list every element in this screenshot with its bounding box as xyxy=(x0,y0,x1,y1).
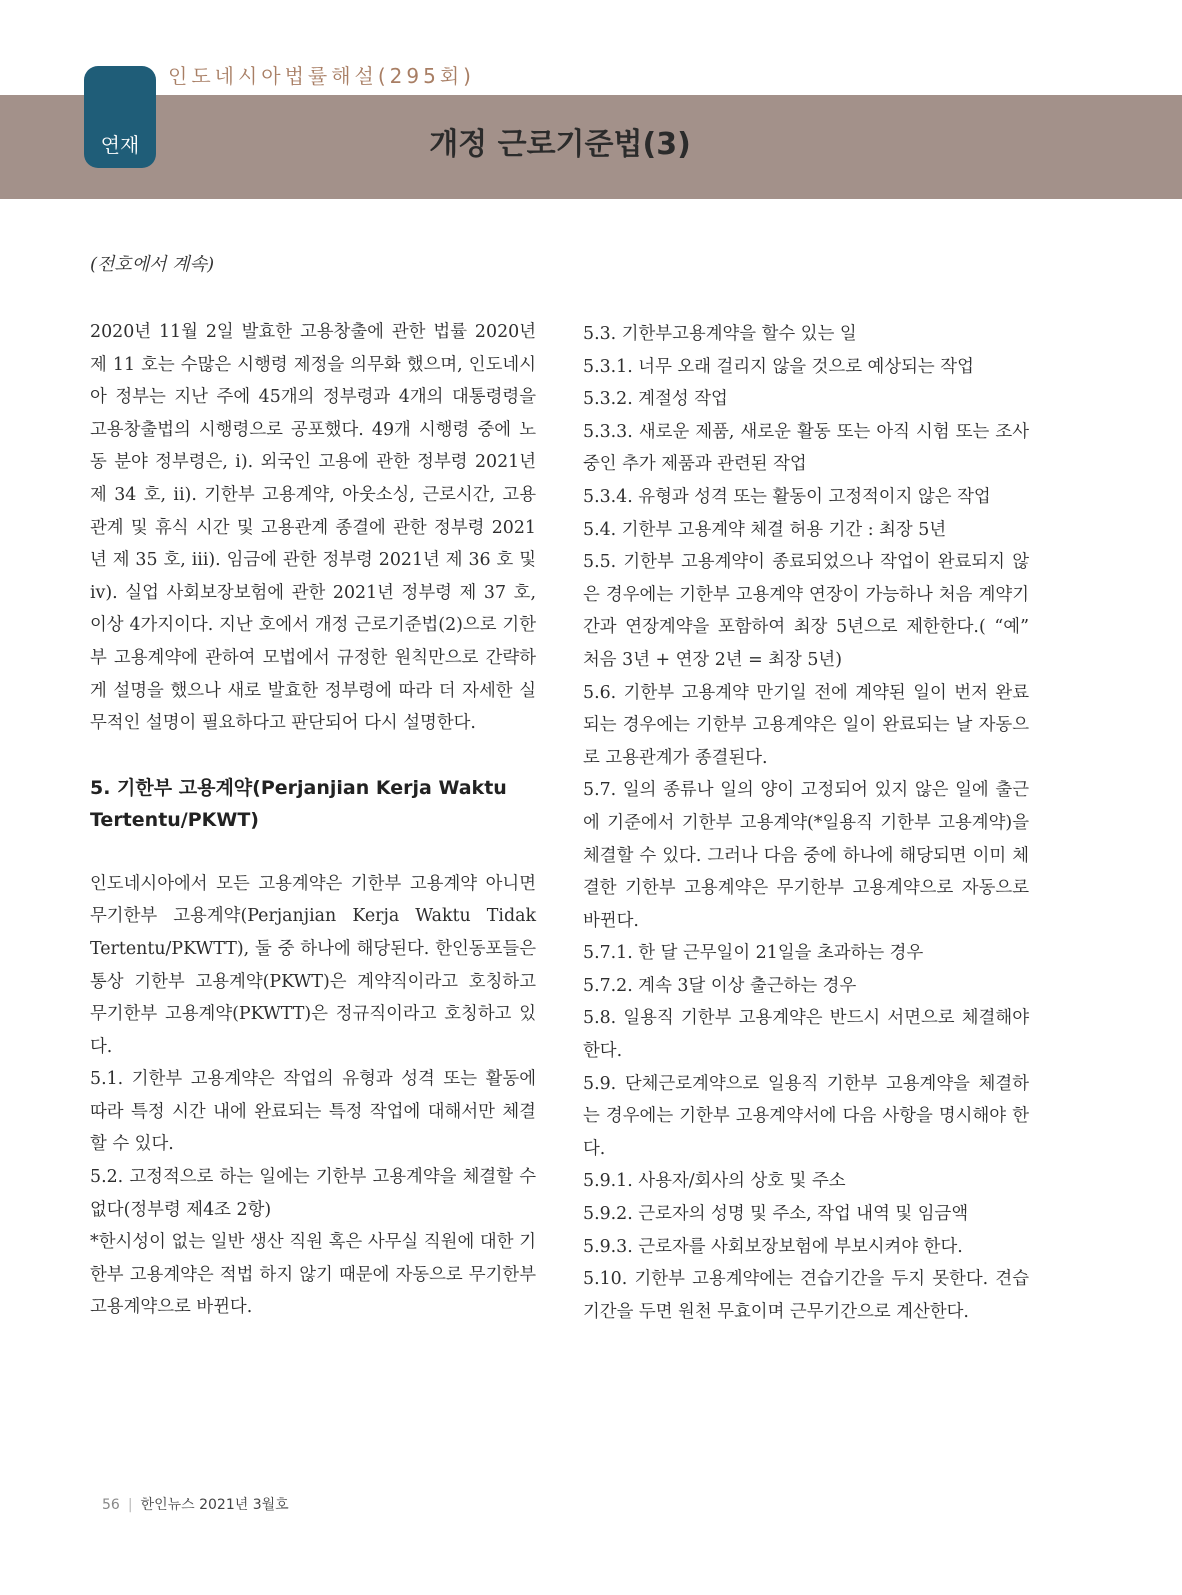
section-heading: 5. 기한부 고용계약(Perjanjian Kerja Waktu Tertentu/PKWT) xyxy=(90,776,507,831)
series-tag-label: 연재 xyxy=(100,133,140,157)
list-item: 5.5. 기한부 고용계약이 종료되었으나 작업이 완료되지 않은 경우에는 기한부 고용계약 연장이 가능하나 처음 계약기간과 연장계약을 포함하여 최장 5년으로 제한한다.( “예” 처음 3년 + 연장 2년 = 최장 5년) xyxy=(583,552,1029,670)
list-item: 5.6. 기한부 고용계약 만기일 전에 계약된 일이 번저 완료되는 경우에는 기한부 고용계약은 일이 완료되는 날 자동으로 고용관계가 종결된다. xyxy=(583,682,1029,768)
publication-name: 한인뉴스 2021년 3월호 xyxy=(140,1497,289,1513)
list-item: 5.3.3. 새로운 제품, 새로운 활동 또는 아직 시험 또는 조사중인 추가 제품과 관련된 작업 xyxy=(583,421,1029,475)
section-intro-paragraph: 인도네시아에서 모든 고용계약은 기한부 고용계약 아니면 무기한부 고용계약(Perjanjian Kerja Waktu Tidak Tertentu/PKWTT), 둘 중 하나에 해당된다. 한인동포들은 통상 기한부 고용계약(PKWT)은 계약직이라고 호칭하고 무기한부 고용계약(PKWTT)은 정규직이라고 호칭하고 있다. xyxy=(90,873,536,1057)
list-item: 5.2. 고정적으로 하는 일에는 기한부 고용계약을 체결할 수 없다(정부령 제4조 2항) xyxy=(90,1167,536,1220)
list-item: 5.3.2. 계절성 작업 xyxy=(583,389,728,410)
list-item: 5.1. 기한부 고용계약은 작업의 유형과 성격 또는 활동에 따라 특정 시간 내에 완료되는 특정 작업에 대해서만 체결할 수 있다. xyxy=(90,1069,536,1155)
intro-paragraph: 2020년 11월 2일 발효한 고용창출에 관한 법률 2020년 제 11 호는 수많은 시행령 제정을 의무화 했으며, 인도네시아 정부는 지난 주에 45개의 정부령과 4개의 대통령령을 고용창출법의 시행령으로 공포했다. 49개 시행령 중에 노동 분야 정부령은, i). 외국인 고용에 관한 정부령 2021년 제 34 호, ii). 기한부 고용계약, 아웃소싱, 근로시간, 고용관계 및 휴식 시간 및 고용관계 종결에 관한 정부령 2021년 제 35 호, iii). 임금에 관한 정부령 2021년 제 36 호 및 iv). 실업 사회보장보험에 관한 2021년 정부령 제 37 호, 이상 4가지이다. 지난 호에서 개정 근로기준법(2)으로 기한부 고용계약에 관하여 모법에서 규정한 원칙만으로 간략하게 설명을 했으나 새로 발효한 정부령에 따라 더 자세한 실무적인 설명이 필요하다고 판단되어 다시 설명한다. xyxy=(90,322,536,734)
list-item: 5.4. 기한부 고용계약 체결 허용 기간 : 최장 5년 xyxy=(583,519,947,540)
list-item: 5.9.1. 사용자/회사의 상호 및 주소 xyxy=(583,1171,846,1192)
list-item: 5.10. 기한부 고용계약에는 견습기간을 두지 못한다. 견습기간을 두면 원천 무효이며 근무기간으로 계산한다. xyxy=(583,1269,1029,1322)
list-item: 5.3.1. 너무 오래 걸리지 않을 것으로 예상되는 작업 xyxy=(583,356,974,377)
continued-note: (전호에서 계속) xyxy=(90,254,215,275)
series-title: 인도네시아법률해설(295회) xyxy=(168,64,475,88)
note-paragraph: *한시성이 없는 일반 생산 직원 혹은 사무실 직원에 대한 기한부 고용계약은 적법 하지 않기 때문에 자동으로 무기한부 고용계약으로 바뀐다. xyxy=(90,1232,536,1318)
list-item: 5.7.1. 한 달 근무일이 21일을 초과하는 경우 xyxy=(583,943,924,964)
list-item: 5.9.2. 근로자의 성명 및 주소, 작업 내역 및 임금액 xyxy=(583,1204,969,1225)
list-item: 5.9.3. 근로자를 사회보장보험에 부보시켜야 한다. xyxy=(583,1236,963,1257)
article-title: 개정 근로기준법(3) xyxy=(429,127,691,162)
list-item: 5.7. 일의 종류나 일의 양이 고정되어 있지 않은 일에 출근에 기준에서 기한부 고용계약(*일용직 기한부 고용계약)을 체결할 수 있다. 그러나 다음 중에 하나에 해당되면 이미 체결한 기한부 고용계약은 무기한부 고용계약으로 자동으로 바뀐다. xyxy=(583,780,1029,931)
list-item: 5.3. 기한부고용계약을 할수 있는 일 xyxy=(583,324,857,344)
page-number: 56 xyxy=(102,1497,120,1513)
left-column xyxy=(90,316,536,1324)
list-item: 5.7.2. 계속 3달 이상 출근하는 경우 xyxy=(583,975,857,996)
series-tag xyxy=(84,66,156,168)
right-column xyxy=(583,316,1029,1328)
list-item: 5.3.4. 유형과 성격 또는 활동이 고정적이지 않은 작업 xyxy=(583,486,991,507)
footer-separator: | xyxy=(127,1497,133,1513)
page-footer xyxy=(102,1494,289,1514)
list-item: 5.8. 일용직 기한부 고용계약은 반드시 서면으로 체결해야 한다. xyxy=(583,1008,1029,1062)
list-item: 5.9. 단체근로계약으로 일용직 기한부 고용계약을 체결하는 경우에는 기한부 고용계약서에 다음 사항을 명시해야 한다. xyxy=(583,1073,1029,1159)
